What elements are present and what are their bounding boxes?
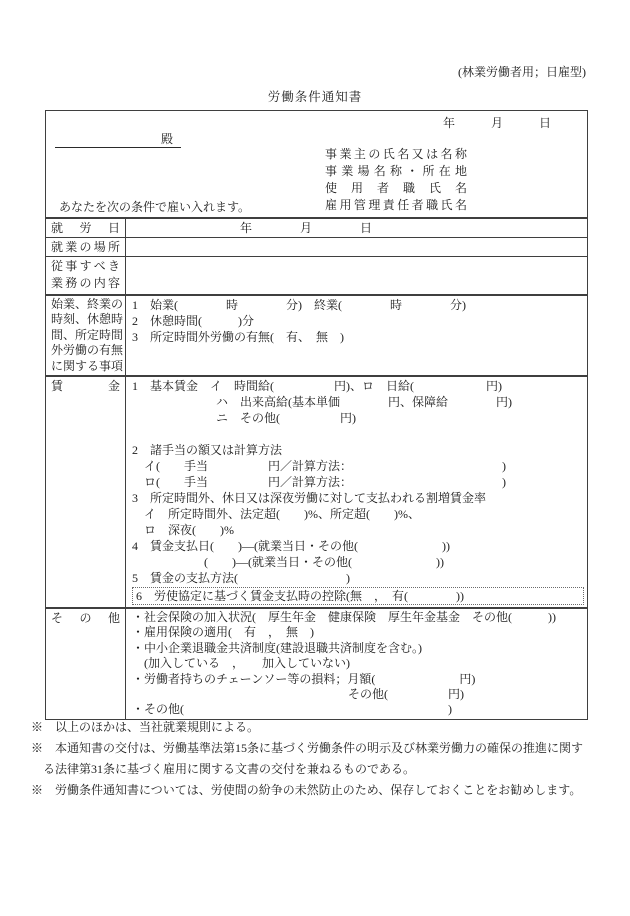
- chainsaw-fee-line1: ・労働者持ちのチェーンソー等の損料；月額( 円): [132, 671, 476, 686]
- work-date-label-cell: [46, 219, 126, 237]
- footnotes: [31, 717, 609, 801]
- workplace-name-address-label: 事業場名称・所在地: [325, 164, 467, 178]
- other-misc-line: ・その他( ): [132, 702, 452, 717]
- duties-value: [132, 258, 587, 274]
- social-insurance-line: ・社会保険の加入状況( 厚生年金 健康保険 厚生年金基金 その他( )): [132, 610, 556, 625]
- notice-form-table: [45, 110, 588, 720]
- wage-label-cell: [46, 377, 126, 607]
- duties-label-line2: 業務の内容: [51, 276, 120, 290]
- overtime-presence-line: 3 所定時間外労働の有無( 有、 無 ): [132, 330, 344, 344]
- employment-insurance-line: ・雇用保険の適用( 有 ， 無 ): [132, 625, 314, 640]
- row-duties: [46, 256, 587, 294]
- premium-rate-line-b: ロ 深夜( )%: [132, 523, 234, 538]
- work-place-value: [132, 239, 587, 255]
- employment-manager-label: 雇用管理責任者職氏名: [325, 198, 467, 212]
- issue-date-line: 年 月 日: [442, 116, 551, 130]
- duties-label-line1: 従事すべき: [51, 259, 120, 273]
- row-work-hours: [46, 294, 587, 375]
- smrj-mutual-aid-line2: (加入している ， 加入していない): [132, 656, 350, 671]
- work-hours-label-cell: [46, 296, 126, 375]
- employer-info-block: [325, 146, 467, 214]
- recipient-line: [55, 130, 181, 148]
- footnote-legal-basis-line1: ※ 本通知書の交付は、労働基準法第15条に基づく労働条件の明示及び林業労働力の確保の推進に関す: [31, 741, 584, 755]
- footnote-work-rules: ※ 以上のほかは、当社就業規則による。: [31, 720, 260, 734]
- base-wage-line2: ハ 出来高給(基本単価 円、保障給 円): [132, 395, 512, 410]
- footnote-keep-document: ※ 労働条件通知書については、労使間の紛争の未然防止のため、保存しておくことをお勧めします。: [31, 783, 582, 797]
- payment-method-line: 5 賃金の支払方法( ): [132, 571, 350, 586]
- deduction-agreement-box: 6 労使協定に基づく賃金支払時の控除(無 ， 有( )): [132, 587, 584, 605]
- form-type-label: (林業労働者用；日雇型): [458, 65, 586, 79]
- footnote-legal-basis-line2: る法律第31条に基づく雇用に関する文書の交付を兼ねるものである。: [31, 762, 416, 776]
- work-place-label-cell: [46, 238, 126, 256]
- duties-label-cell: [46, 257, 126, 294]
- row-other: [46, 607, 587, 719]
- row-wage: [46, 375, 587, 607]
- employer-name-label: 事業主の氏名又は名称: [325, 147, 467, 161]
- start-end-time-line: 1 始業( 時 分) 終業( 時 分): [132, 298, 466, 312]
- work-place-label: 就業の場所: [51, 240, 120, 254]
- payday-line1: 4 賃金支払日( )―(就業当日・その他( )): [132, 539, 450, 554]
- break-time-line: 2 休憩時間( )分: [132, 314, 254, 328]
- allowance-line-a: イ( 手当 円／計算方法： ): [132, 459, 506, 474]
- recipient-honorific: 殿: [161, 132, 174, 146]
- smrj-mutual-aid-line1: ・中小企業退職金共済制度(建設退職共済制度を含む。): [132, 640, 422, 655]
- wage-blank-line: [132, 426, 587, 442]
- intro-sentence: あなたを次の条件で雇い入れます。: [59, 200, 251, 214]
- work-date-label: 就労日: [51, 221, 120, 235]
- row-work-date: [46, 217, 587, 237]
- user-title-name-label: 使用者職氏名: [325, 181, 467, 195]
- work-date-value: 年 月 日: [132, 221, 373, 235]
- row-work-place: [46, 237, 587, 256]
- premium-rate-heading: 3 所定時間外、休日又は深夜労働に対して支払われる割増賃金率: [132, 491, 487, 506]
- premium-rate-line-a: イ 所定時間外、法定超( )%、所定超( )%、: [132, 507, 420, 522]
- work-hours-label-line5: に関する事項: [51, 358, 124, 373]
- base-wage-line1: 1 基本賃金 イ 時間給( 円)、ロ 日給( 円): [132, 379, 502, 394]
- wage-label: 賃金: [51, 379, 120, 394]
- other-label: その他: [51, 611, 120, 626]
- work-hours-label-line4: 外労働の有無: [51, 343, 124, 358]
- other-label-cell: [46, 609, 126, 719]
- allowance-line-b: ロ( 手当 円／計算方法： ): [132, 475, 506, 490]
- work-hours-label-line3: 間、所定時間: [51, 327, 124, 342]
- work-hours-label-line2: 時刻、休憩時: [51, 312, 124, 327]
- payday-line2: ( )―(就業当日・その他( )): [132, 555, 444, 570]
- allowances-heading: 2 諸手当の額又は計算方法: [132, 443, 283, 458]
- recipient-name-underline: [55, 133, 161, 147]
- form-header-section: [46, 111, 587, 217]
- page-title: 労働条件通知書: [267, 90, 363, 104]
- work-hours-label-line1: 始業、終業の: [51, 297, 124, 311]
- base-wage-line3: ニ その他( 円): [132, 411, 356, 426]
- chainsaw-fee-line2: その他( 円): [132, 687, 464, 702]
